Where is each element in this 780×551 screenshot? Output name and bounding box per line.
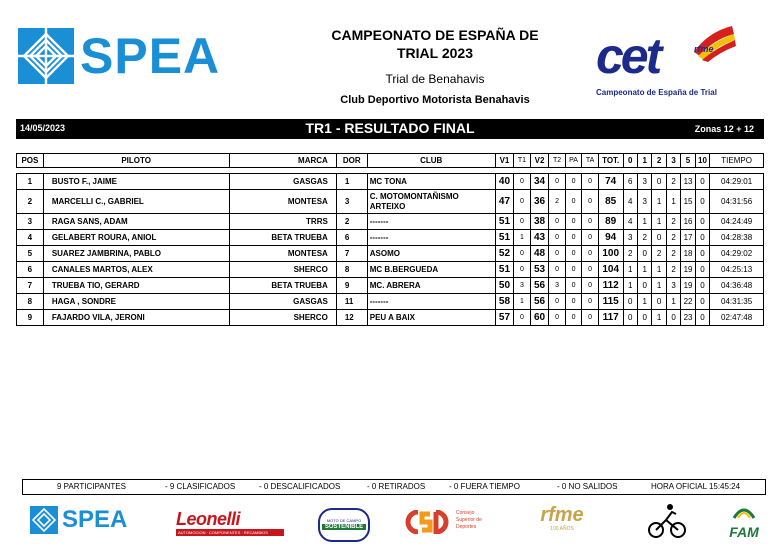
cell-tot: 85: [598, 190, 623, 214]
cell-marca: GASGAS: [229, 174, 336, 190]
sponsor-sostenible-text: SOSTENIBLE: [322, 524, 366, 530]
cell-dor: 11: [336, 294, 367, 310]
cell-zero: 0: [623, 294, 637, 310]
table-row: [17, 214, 764, 230]
sponsor-spea: [30, 506, 140, 536]
spea-small-icon: [30, 506, 58, 534]
cell-ten: 0: [695, 246, 709, 262]
cell-ta: 0: [582, 278, 599, 294]
cell-piloto: MARCELLI C., GABRIEL: [43, 190, 229, 214]
sponsor-rfme-sub: 100 AÑOS: [550, 526, 574, 532]
cell-marca: SHERCO: [229, 310, 336, 326]
cell-dor: 9: [336, 278, 367, 294]
event-date: 14/05/2023: [20, 123, 66, 133]
col-header-one: 1: [638, 154, 652, 168]
cell-pa: 0: [565, 174, 582, 190]
cell-three: 1: [666, 294, 680, 310]
cell-club: MC B.BERGUEDA: [367, 262, 495, 278]
cell-dor: 6: [336, 230, 367, 246]
cell-pa: 0: [565, 262, 582, 278]
cell-marca: TRRS: [229, 214, 336, 230]
cell-t2: 0: [549, 174, 566, 190]
sponsor-leonelli: [176, 510, 284, 536]
cell-club: -------: [367, 214, 495, 230]
cell-pa: 0: [565, 190, 582, 214]
organizing-club: Club Deportivo Motorista Benahavis: [340, 94, 530, 106]
sponsor-csd-text: [456, 510, 482, 531]
cell-two: 1: [652, 262, 666, 278]
cell-tot: 94: [598, 230, 623, 246]
cet-subtitle: Campeonato de España de Trial: [596, 88, 717, 97]
cell-two: 1: [652, 214, 666, 230]
col-header-three: 3: [666, 154, 680, 168]
cell-zero: 1: [623, 278, 637, 294]
cell-v1: 51: [495, 230, 514, 246]
zones-count: Zonas 12 + 12: [694, 124, 754, 134]
cell-t1: 0: [514, 246, 531, 262]
cell-club: C. MOTOMONTAÑISMO ARTEIXO: [367, 190, 495, 214]
cell-one: 1: [638, 294, 652, 310]
col-header-ta: TA: [582, 154, 599, 168]
table-row: [17, 246, 764, 262]
cell-dor: 2: [336, 214, 367, 230]
col-header-tiempo: TIEMPO: [710, 154, 764, 168]
cell-v1: 51: [495, 262, 514, 278]
cell-pa: 0: [565, 246, 582, 262]
col-header-zero: 0: [623, 154, 637, 168]
table-row: [17, 310, 764, 326]
cell-tot: 117: [598, 310, 623, 326]
cell-zero: 4: [623, 190, 637, 214]
cell-three: 3: [666, 278, 680, 294]
cell-v1: 52: [495, 246, 514, 262]
cell-marca: BETA TRUEBA: [229, 230, 336, 246]
cell-marca: GASGAS: [229, 294, 336, 310]
cell-v1: 58: [495, 294, 514, 310]
cell-pos: 2: [17, 190, 44, 214]
cell-marca: MONTESA: [229, 190, 336, 214]
spea-logo: [18, 28, 230, 88]
cell-ta: 0: [582, 246, 599, 262]
cell-zero: 4: [623, 214, 637, 230]
cell-ten: 0: [695, 294, 709, 310]
cell-v1: 51: [495, 214, 514, 230]
cell-t1: 1: [514, 294, 531, 310]
col-header-two: 2: [652, 154, 666, 168]
cell-v2: 48: [530, 246, 549, 262]
cell-dor: 1: [336, 174, 367, 190]
cell-piloto: RAGA SANS, ADAM: [43, 214, 229, 230]
cell-t1: 0: [514, 214, 531, 230]
spea-logo-icon: [18, 28, 74, 84]
cell-marca: SHERCO: [229, 262, 336, 278]
cell-ta: 0: [582, 174, 599, 190]
sponsor-leonelli-text: Leonelli: [176, 509, 241, 529]
cell-pos: 6: [17, 262, 44, 278]
sponsor-moto-de-campo-text: MOTO DE CAMPO: [326, 518, 362, 523]
cet-logo-tag: rfme: [694, 44, 714, 54]
cell-one: 1: [638, 262, 652, 278]
cell-tiempo: 04:29:01: [710, 174, 764, 190]
sponsor-rfme-text: rfme: [540, 504, 584, 526]
table-header-row: [17, 154, 764, 168]
cell-zero: 6: [623, 174, 637, 190]
cell-club: -------: [367, 294, 495, 310]
cell-zero: 0: [623, 310, 637, 326]
cell-dor: 8: [336, 262, 367, 278]
table-row: [17, 174, 764, 190]
table-row: [17, 190, 764, 214]
sponsor-fam-text: FAM: [729, 524, 759, 540]
cell-zero: 3: [623, 230, 637, 246]
cell-v2: 53: [530, 262, 549, 278]
cell-ten: 0: [695, 190, 709, 214]
summary-hora-oficial: HORA OFICIAL 15:45:24: [651, 482, 741, 491]
cell-one: 2: [638, 230, 652, 246]
cell-five: 17: [681, 230, 695, 246]
summary-descalificados: - 0 DESCALIFICADOS: [259, 482, 341, 491]
cell-tiempo: 04:28:38: [710, 230, 764, 246]
cell-one: 0: [638, 310, 652, 326]
cell-three: 2: [666, 246, 680, 262]
fam-icon: [732, 504, 756, 520]
sponsor-spea-text: SPEA: [62, 506, 128, 533]
cell-one: 0: [638, 278, 652, 294]
col-header-dor: DOR: [336, 154, 367, 168]
cell-dor: 12: [336, 310, 367, 326]
cell-two: 1: [652, 190, 666, 214]
cell-tot: 115: [598, 294, 623, 310]
cell-two: 1: [652, 278, 666, 294]
cell-v1: 57: [495, 310, 514, 326]
championship-title: CAMPEONATO DE ESPAÑA DE: [331, 27, 539, 43]
summary-clasificados: - 9 CLASIFICADOS: [165, 482, 236, 491]
cell-three: 0: [666, 310, 680, 326]
sponsor-trial-club: [646, 502, 688, 542]
cell-two: 0: [652, 294, 666, 310]
cell-five: 16: [681, 214, 695, 230]
cell-pa: 0: [565, 230, 582, 246]
cell-tot: 104: [598, 262, 623, 278]
cell-t1: 0: [514, 174, 531, 190]
cell-tiempo: 04:24:49: [710, 214, 764, 230]
cell-t2: 0: [549, 230, 566, 246]
cell-ta: 0: [582, 230, 599, 246]
cell-v2: 60: [530, 310, 549, 326]
cell-pos: 1: [17, 174, 44, 190]
cell-piloto: CANALES MARTOS, ALEX: [43, 262, 229, 278]
cell-dor: 7: [336, 246, 367, 262]
cell-tot: 112: [598, 278, 623, 294]
sponsor-csd-line2: Superior de: [456, 517, 482, 523]
cell-ten: 0: [695, 262, 709, 278]
cell-t1: 0: [514, 262, 531, 278]
cell-club: -------: [367, 230, 495, 246]
cell-club: MC. ABRERA: [367, 278, 495, 294]
summary-bar: [22, 479, 766, 495]
cell-tiempo: 04:31:56: [710, 190, 764, 214]
cell-ta: 0: [582, 310, 599, 326]
cell-three: 2: [666, 262, 680, 278]
cell-five: 23: [681, 310, 695, 326]
cell-two: 0: [652, 230, 666, 246]
cell-three: 2: [666, 230, 680, 246]
cell-zero: 1: [623, 262, 637, 278]
cell-pa: 0: [565, 278, 582, 294]
col-header-v2: V2: [530, 154, 549, 168]
cet-logo: [590, 28, 740, 103]
cell-ta: 0: [582, 262, 599, 278]
cell-t1: 0: [514, 310, 531, 326]
cell-one: 1: [638, 214, 652, 230]
cell-five: 13: [681, 174, 695, 190]
cell-v2: 34: [530, 174, 549, 190]
cell-tot: 100: [598, 246, 623, 262]
cell-marca: MONTESA: [229, 246, 336, 262]
cell-five: 22: [681, 294, 695, 310]
cell-v2: 36: [530, 190, 549, 214]
summary-retirados: - 0 RETIRADOS: [367, 482, 426, 491]
col-header-pos: POS: [17, 154, 44, 168]
cell-ta: 0: [582, 294, 599, 310]
sponsor-rfme: [530, 504, 594, 540]
sponsor-csd: [404, 508, 490, 538]
sponsor-csd-line3: Deportes: [456, 524, 477, 530]
summary-no-salidos: - 0 NO SALIDOS: [557, 482, 618, 491]
cell-v2: 38: [530, 214, 549, 230]
cell-v2: 56: [530, 278, 549, 294]
cell-tiempo: 02:47:48: [710, 310, 764, 326]
cell-pos: 5: [17, 246, 44, 262]
cell-pos: 4: [17, 230, 44, 246]
cell-pos: 3: [17, 214, 44, 230]
table-row: [17, 278, 764, 294]
cell-one: 3: [638, 174, 652, 190]
cell-tiempo: 04:29:02: [710, 246, 764, 262]
cell-t1: 0: [514, 190, 531, 214]
cell-five: 18: [681, 246, 695, 262]
col-header-v1: V1: [495, 154, 514, 168]
cell-piloto: BUSTO F., JAIME: [43, 174, 229, 190]
cell-t2: 2: [549, 190, 566, 214]
cell-pa: 0: [565, 294, 582, 310]
col-header-piloto: PILOTO: [43, 154, 229, 168]
cell-pa: 0: [565, 214, 582, 230]
cell-tiempo: 04:31:35: [710, 294, 764, 310]
cell-two: 2: [652, 246, 666, 262]
summary-fuera-tiempo: - 0 FUERA TIEMPO: [449, 482, 520, 491]
trial-rider-icon: [646, 502, 688, 542]
cell-v2: 56: [530, 294, 549, 310]
cet-logo-text: cet: [596, 28, 660, 84]
cell-club: PEU A BAIX: [367, 310, 495, 326]
cell-t2: 0: [549, 294, 566, 310]
event-name: Trial de Benahavis: [385, 72, 485, 86]
cell-v2: 43: [530, 230, 549, 246]
col-header-marca: MARCA: [229, 154, 336, 168]
sponsor-fam: [722, 504, 766, 542]
sponsor-moto-de-campo: [318, 508, 370, 542]
table-row: [17, 294, 764, 310]
cell-piloto: HAGA , SONDRE: [43, 294, 229, 310]
cell-t2: 0: [549, 246, 566, 262]
cell-three: 2: [666, 214, 680, 230]
col-header-ten: 10: [695, 154, 709, 168]
cell-t2: 0: [549, 262, 566, 278]
cell-ten: 0: [695, 174, 709, 190]
cell-piloto: SUAREZ JAMBRINA, PABLO: [43, 246, 229, 262]
spea-logo-text: SPEA: [80, 28, 221, 84]
cell-three: 2: [666, 174, 680, 190]
col-header-t2: T2: [549, 154, 566, 168]
csd-icon: [404, 510, 450, 534]
cell-pos: 7: [17, 278, 44, 294]
cell-v1: 47: [495, 190, 514, 214]
cell-v1: 40: [495, 174, 514, 190]
cell-v1: 50: [495, 278, 514, 294]
cell-ten: 0: [695, 214, 709, 230]
result-bar: [16, 119, 764, 139]
sponsor-csd-line1: Consejo: [456, 510, 475, 516]
cell-t2: 3: [549, 278, 566, 294]
cell-pa: 0: [565, 310, 582, 326]
cell-club: ASOMO: [367, 246, 495, 262]
sponsor-leonelli-sub: AUTOMOCION · COMPONENTES · RECAMBIOS: [176, 529, 284, 536]
col-header-club: CLUB: [367, 154, 495, 168]
cell-two: 0: [652, 174, 666, 190]
col-header-tot: TOT.: [598, 154, 623, 168]
col-header-t1: T1: [514, 154, 531, 168]
cell-piloto: GELABERT ROURA, ANIOL: [43, 230, 229, 246]
summary-participantes: 9 PARTICIPANTES: [57, 482, 126, 491]
cell-t2: 0: [549, 310, 566, 326]
cell-five: 19: [681, 278, 695, 294]
header-title-block: [300, 26, 570, 106]
cell-ten: 0: [695, 310, 709, 326]
cell-three: 1: [666, 190, 680, 214]
cell-tot: 89: [598, 214, 623, 230]
cell-piloto: FAJARDO VILA, JERONI: [43, 310, 229, 326]
cell-dor: 3: [336, 190, 367, 214]
cell-ta: 0: [582, 214, 599, 230]
cell-one: 0: [638, 246, 652, 262]
result-title: TR1 - RESULTADO FINAL: [305, 120, 475, 136]
cell-t2: 0: [549, 214, 566, 230]
cell-one: 3: [638, 190, 652, 214]
cell-five: 19: [681, 262, 695, 278]
cell-pos: 8: [17, 294, 44, 310]
col-header-five: 5: [681, 154, 695, 168]
cell-five: 15: [681, 190, 695, 214]
cell-tiempo: 04:25:13: [710, 262, 764, 278]
cell-ten: 0: [695, 278, 709, 294]
cell-piloto: TRUEBA TIO, GERARD: [43, 278, 229, 294]
cell-two: 1: [652, 310, 666, 326]
cell-pos: 9: [17, 310, 44, 326]
cell-ten: 0: [695, 230, 709, 246]
cell-t1: 3: [514, 278, 531, 294]
championship-year: TRIAL 2023: [397, 45, 473, 61]
cell-marca: BETA TRUEBA: [229, 278, 336, 294]
cell-zero: 2: [623, 246, 637, 262]
results-table: [16, 153, 764, 326]
cell-tiempo: 04:36:48: [710, 278, 764, 294]
cell-tot: 74: [598, 174, 623, 190]
table-row: [17, 230, 764, 246]
col-header-pa: PA: [565, 154, 582, 168]
table-row: [17, 262, 764, 278]
cell-club: MC TONA: [367, 174, 495, 190]
flag-icon: [692, 22, 736, 62]
cell-ta: 0: [582, 190, 599, 214]
sponsor-strip: [0, 500, 780, 546]
cell-t1: 1: [514, 230, 531, 246]
